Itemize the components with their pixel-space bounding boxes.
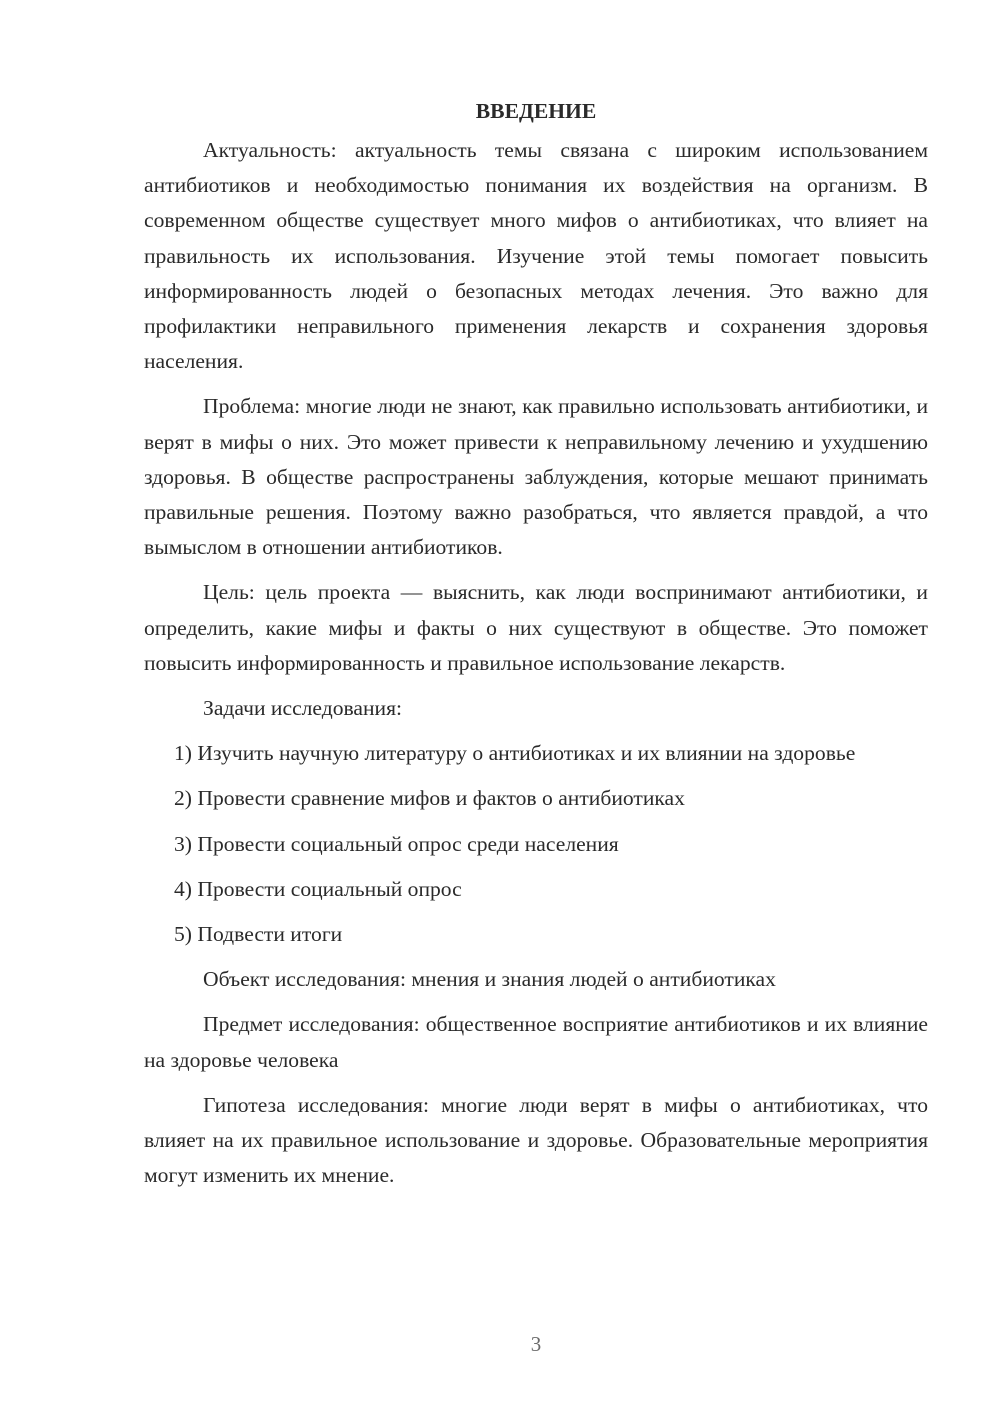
tasks-heading: Задачи исследования: (203, 696, 403, 721)
task-item-3: 3) Провести социальный опрос среди населения (174, 831, 619, 856)
problem-paragraph: Проблема: многие люди не знают, как правильно использовать антибиотики, и верят в мифы о них. Это может привести к неправильному лечению и ухудшению здоровья. В обществе распространены заблуждения, которые мешают принимать правильные решения. Поэтому важно разобраться, что является правдой, а что вымыслом в отношении антибиотиков. (144, 394, 928, 560)
page-number: 3 (530, 1332, 542, 1356)
research-object: Объект исследования: мнения и знания людей о антибиотиках (203, 967, 776, 992)
research-subject: Предмет исследования: общественное восприятие антибиотиков и их влияние на здоровье человека (144, 1012, 928, 1072)
goal-paragraph: Цель: цель проекта — выяснить, как люди воспринимают антибиотики, и определить, какие мифы и факты о них существуют в обществе. Это поможет повысить информированность и правильное использование лекарств. (144, 580, 928, 675)
relevance-paragraph: Актуальность: актуальность темы связана с широким использованием антибиотиков и необходимостью понимания их воздействия на организм. В современном обществе существует много мифов о антибиотиках, что влияет на правильность их использования. Изучение этой темы помогает повысить информированность людей о безопасных методах лечения. Это важно для профилактики неправильного применения лекарств и сохранения здоровья населения. (144, 138, 928, 374)
research-hypothesis: Гипотеза исследования: многие люди верят в мифы о антибиотиках, что влияет на их правильное использование и здоровье. Образовательные мероприятия могут изменить их мнение. (144, 1092, 928, 1188)
section-title: ВВЕДЕНИЕ (475, 99, 597, 123)
task-item-1: 1) Изучить научную литературу о антибиотиках и их влиянии на здоровье (174, 741, 856, 766)
task-item-5: 5) Подвести итоги (174, 922, 343, 947)
task-item-4: 4) Провести социальный опрос (174, 876, 462, 901)
page-content (144, 94, 928, 1203)
task-item-2: 2) Провести сравнение мифов и фактов о антибиотиках (174, 786, 685, 811)
